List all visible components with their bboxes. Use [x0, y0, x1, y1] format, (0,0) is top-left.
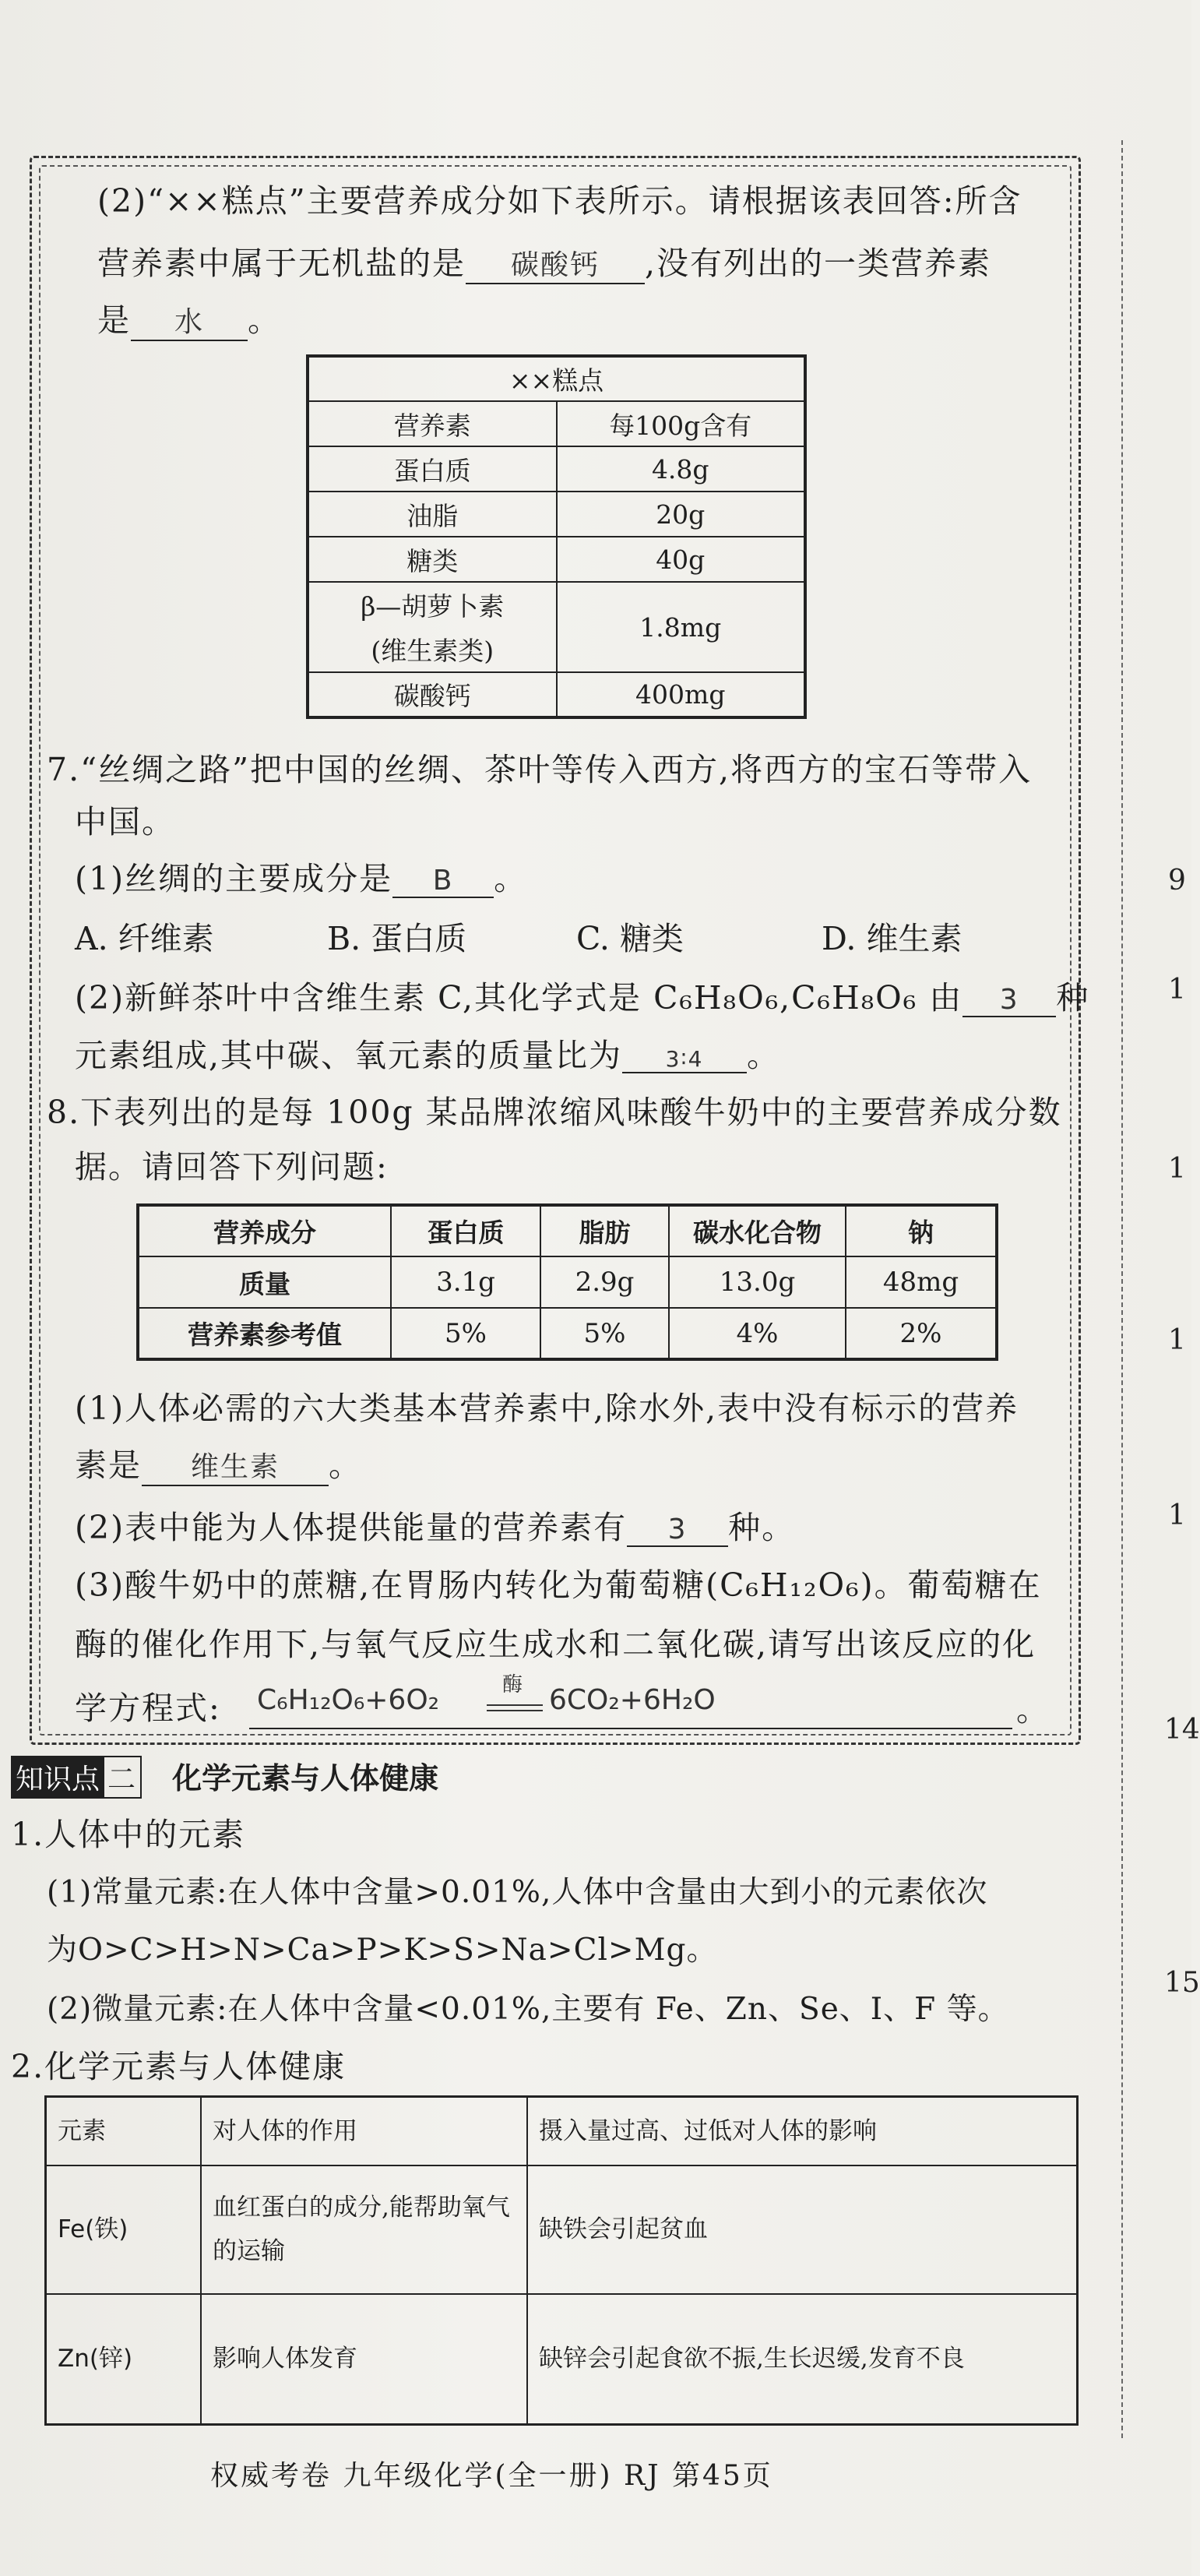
table-cell: 2.9g [540, 1256, 669, 1308]
table-header: 每100g含有 [557, 401, 806, 446]
page-footer: 权威考卷 九年级化学(全一册) RJ 第45页 [210, 2460, 773, 2492]
table-cell: β—胡萝卜素 [308, 582, 557, 627]
option-a: A. 纤维素 [75, 920, 214, 957]
table-header: 营养素 [308, 401, 557, 446]
section-heading [11, 1754, 438, 1799]
s2-p1-1b: 为O>C>H>N>Ca>P>K>S>Na>Cl>Mg。 [47, 1933, 718, 1968]
q8-sub3-line2: 酶的催化作用下,与氧气反应生成水和二氧化碳,请写出该反应的化 [75, 1626, 1036, 1663]
q7-text: 。 [494, 860, 528, 897]
option-d: D. 维生素 [822, 920, 962, 957]
table-row [308, 446, 805, 492]
s2-p1-1a: (1)常量元素:在人体中含量>0.01%,人体中含量由大到小的元素依次 [47, 1875, 988, 1910]
table-header: 脂肪 [540, 1205, 669, 1256]
q6-2-line3 [97, 294, 281, 341]
section-title: 化学元素与人体健康 [172, 1761, 439, 1795]
table-cell: 2% [846, 1308, 997, 1359]
q8-sub1-line2 [75, 1440, 362, 1486]
table-cell: 影响人体发育 [201, 2294, 527, 2425]
adjacent-page-edge [1121, 140, 1193, 2438]
s2-p1-2: (2)微量元素:在人体中含量<0.01%,主要有 Fe、Zn、Se、I、F 等。 [47, 1992, 1009, 2027]
s2-p2: 2.化学元素与人体健康 [11, 2048, 347, 2085]
margin-number: 15 [1164, 1967, 1200, 1999]
table-cell: 20g [557, 492, 806, 537]
answer-blank: 维生素 [142, 1445, 329, 1486]
q7-text: (1)丝绸的主要成分是 [75, 860, 393, 897]
option-b: B. 蛋白质 [327, 920, 467, 957]
table-cell: 碳酸钙 [308, 672, 557, 717]
equation-answer-line [249, 1673, 1012, 1729]
margin-number: 1 [1168, 1324, 1186, 1356]
table-cell: 5% [391, 1308, 540, 1359]
table-header: 摄入量过高、过低对人体的影响 [527, 2097, 1078, 2165]
table-cell: 血红蛋白的成分,能帮助氧气的运输 [201, 2165, 527, 2294]
q6-2-line1: (2)“××糕点”主要营养成分如下表所示。请根据该表回答:所含 [97, 182, 1022, 220]
table-row [308, 537, 805, 582]
knowledge-badge: 知识点 [11, 1756, 104, 1799]
table-header: 蛋白质 [391, 1205, 540, 1256]
table-cell: Zn(锌) [46, 2294, 202, 2425]
equation-condition: 酶 [502, 1673, 523, 1697]
table-row [308, 492, 805, 537]
answer-blank: 3∶4 [622, 1046, 747, 1073]
option-c: C. 糖类 [576, 920, 684, 957]
q7-sub2-line2 [75, 1030, 780, 1076]
table-header: 钠 [846, 1205, 997, 1256]
table-cell: 缺锌会引起食欲不振,生长迟缓,发育不良 [527, 2294, 1078, 2425]
answer-blank: 3 [627, 1514, 728, 1547]
s2-p1: 1.人体中的元素 [11, 1816, 246, 1853]
q6-2-text: 。 [248, 301, 281, 339]
q8-line2: 据。请回答下列问题: [75, 1148, 389, 1186]
answer-blank: 碳酸钙 [466, 243, 645, 284]
yogurt-nutrition-table [136, 1203, 998, 1361]
table-cell: (维生素类) [308, 627, 557, 672]
table-cell: 油脂 [308, 492, 557, 537]
table-cell: 质量 [138, 1256, 391, 1308]
equation-right: 6CO₂+6H₂O [549, 1684, 716, 1716]
q7-text: 种 [1056, 979, 1090, 1017]
q8-text: 种。 [728, 1509, 796, 1546]
equals-sign [487, 1704, 543, 1711]
q8-sub1-line1: (1)人体必需的六大类基本营养素中,除水外,表中没有标示的营养 [75, 1390, 1019, 1427]
table-row [138, 1308, 997, 1359]
q8-text: 素是 [75, 1447, 142, 1484]
table-row [138, 1256, 997, 1308]
table-cell: 13.0g [669, 1256, 846, 1308]
q8-sub3-line3 [75, 1683, 221, 1728]
q8-sub3-line1: (3)酸牛奶中的蔗糖,在胃肠内转化为葡萄糖(C₆H₁₂O₆)。葡萄糖在 [75, 1566, 1042, 1604]
equation-left: C₆H₁₂O₆+6O₂ [257, 1684, 440, 1716]
table-cell: 400mg [557, 672, 806, 717]
q8-text: 学方程式: [75, 1690, 221, 1727]
table-row [308, 582, 805, 627]
margin-number: 1 [1168, 1153, 1186, 1185]
answer-blank: B [392, 865, 494, 898]
table-cell: 48mg [846, 1256, 997, 1308]
q7-sub1 [75, 853, 527, 899]
margin-number: 9 [1168, 865, 1186, 897]
table-row [46, 2165, 1078, 2294]
table-cell: 蛋白质 [308, 446, 557, 492]
knowledge-badge-number: 二 [101, 1756, 142, 1799]
cake-nutrition-table [306, 354, 807, 719]
q6-2-line2 [97, 238, 991, 284]
q8-text: 。 [329, 1447, 362, 1484]
q6-2-text: 营养素中属于无机盐的是 [97, 245, 466, 282]
margin-number: 1 [1168, 974, 1186, 1006]
q7-sub2-line1 [75, 972, 1089, 1018]
table-cell: 5% [540, 1308, 669, 1359]
table-cell: 糖类 [308, 537, 557, 582]
table-header: 营养成分 [138, 1205, 391, 1256]
table-cell: 3.1g [391, 1256, 540, 1308]
table-cell: 4.8g [557, 446, 806, 492]
table-cell: Fe(铁) [46, 2165, 202, 2294]
table-header: 碳水化合物 [669, 1205, 846, 1256]
table-cell: 4% [669, 1308, 846, 1359]
q8-sub2 [75, 1502, 795, 1548]
table-cell: 营养素参考值 [138, 1308, 391, 1359]
margin-number: 14 [1164, 1714, 1200, 1746]
element-health-table [44, 2095, 1079, 2426]
q8-line1: 8.下表列出的是每 100g 某品牌浓缩风味酸牛奶中的主要营养成分数 [47, 1094, 1062, 1131]
table-header: 元素 [46, 2097, 202, 2165]
q6-2-text: ,没有列出的一类营养素 [645, 245, 992, 282]
table-title: ××糕点 [308, 356, 805, 401]
margin-number: 1 [1168, 1499, 1186, 1531]
q7-line2: 中国。 [75, 803, 175, 840]
q7-text: (2)新鲜茶叶中含维生素 C,其化学式是 C₆H₈O₆,C₆H₈O₆ 由 [75, 979, 963, 1017]
table-row [46, 2294, 1078, 2425]
q7-text: 元素组成,其中碳、氧元素的质量比为 [75, 1037, 623, 1074]
q8-sub3-end: 。 [1016, 1691, 1050, 1728]
table-row [308, 672, 805, 717]
q7-text: 。 [747, 1037, 781, 1074]
answer-blank: 水 [131, 300, 248, 341]
table-header: 对人体的作用 [201, 2097, 527, 2165]
q6-2-text: 是 [97, 301, 131, 339]
table-cell: 1.8mg [557, 582, 806, 672]
table-cell: 缺铁会引起贫血 [527, 2165, 1078, 2294]
table-cell: 40g [557, 537, 806, 582]
q8-text: (2)表中能为人体提供能量的营养素有 [75, 1509, 628, 1546]
q7-line1: 7.“丝绸之路”把中国的丝绸、茶叶等传入西方,将西方的宝石等带入 [47, 751, 1033, 788]
answer-blank: 3 [962, 984, 1056, 1017]
